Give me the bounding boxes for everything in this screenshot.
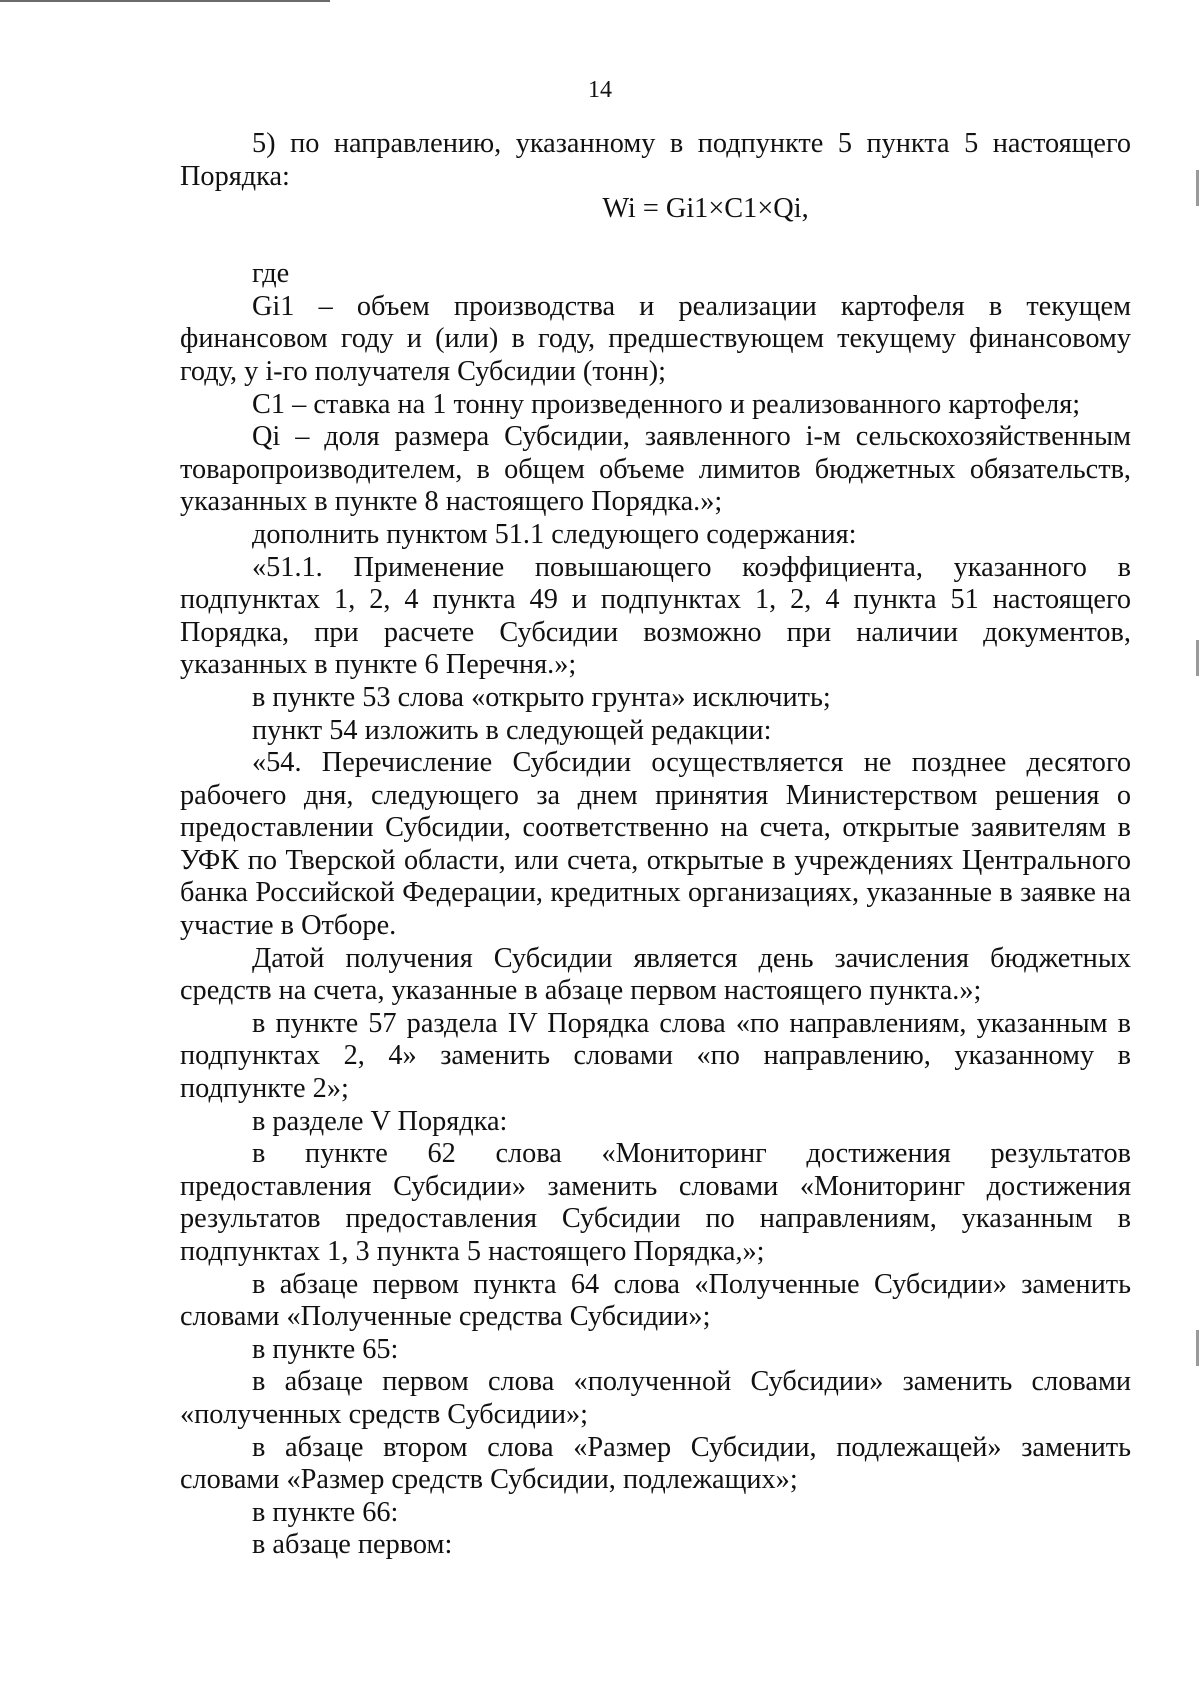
scan-margin-mark xyxy=(1196,640,1199,676)
paragraph: в пункте 53 слова «открыто грунта» исключить; xyxy=(252,681,831,713)
paragraph: C1 – ставка на 1 тонну произведенного и реализованного картофеля; xyxy=(252,388,1081,420)
paragraph: 5) по направлению, указанному в подпункте 5 пункта 5 настоящего Порядка: xyxy=(180,128,1131,192)
page-number: 14 xyxy=(588,77,612,103)
scan-margin-mark xyxy=(1196,170,1199,206)
paragraph: в абзаце первом слова «полученной Субсидии» заменить словами «полученных средств Субсидии»; xyxy=(180,1366,1131,1430)
scan-edge-line xyxy=(0,0,330,2)
paragraph: дополнить пунктом 51.1 следующего содержания: xyxy=(252,518,857,550)
paragraph: «51.1. Применение повышающего коэффициента, указанного в подпунктах 1, 2, 4 пункта 49 и подпунктах 1, 2, 4 пункта 51 настоящего Порядка, при расчете Субсидии возможно при наличии документов, указанных в пункте 6 Перечня.»; xyxy=(180,551,1131,681)
document-body xyxy=(180,128,1131,1562)
paragraph: Gi1 – объем производства и реализации картофеля в текущем финансовом году и (или) в году, предшествующем текущему финансовому году, у i-го получателя Субсидии (тонн); xyxy=(180,290,1131,387)
paragraph: «54. Перечисление Субсидии осуществляется не позднее десятого рабочего дня, следующего за днем принятия Министерством решения о предоставлении Субсидии, соответственно на счета, открытые заявителям в УФК по Тверской области, или счета, открытые в учреждениях Центрального банка Российской Федерации, кредитных организациях, указанные в заявке на участие в Отборе. xyxy=(180,747,1131,942)
paragraph: в абзаце втором слова «Размер Субсидии, подлежащей» заменить словами «Размер средств Субсидии, подлежащих»; xyxy=(180,1431,1131,1496)
scan-margin-mark xyxy=(1196,1330,1199,1366)
paragraph: Датой получения Субсидии является день зачисления бюджетных средств на счета, указанные в абзаце первом настоящего пункта.»; xyxy=(180,942,1131,1007)
paragraph: Qi – доля размера Субсидии, заявленного i-м сельскохозяйственным товаропроизводителем, в общем объеме лимитов бюджетных обязательств, указанных в пункте 8 настоящего Порядка.»; xyxy=(180,421,1131,518)
paragraph: в абзаце первом: xyxy=(252,1529,453,1561)
paragraph: в разделе V Порядка: xyxy=(252,1105,508,1137)
paragraph: в пункте 65: xyxy=(252,1333,399,1365)
paragraph: в пункте 62 слова «Мониторинг достижения результатов предоставления Субсидии» заменить словами «Мониторинг достижения результатов предоставления Субсидии по направлениям, указанным в подпунктах 1, 3 пункта 5 настоящего Порядка,»; xyxy=(180,1138,1131,1267)
paragraph: в пункте 66: xyxy=(252,1496,399,1528)
paragraph: в абзаце первом пункта 64 слова «Полученные Субсидии» заменить словами «Полученные средства Субсидии»; xyxy=(180,1268,1131,1333)
paragraph: где xyxy=(252,258,290,290)
paragraph: в пункте 57 раздела IV Порядка слова «по направлениям, указанным в подпунктах 2, 4» заменить словами «по направлению, указанному в подпункте 2»; xyxy=(180,1007,1131,1105)
formula: Wi = Gi1×C1×Qi, xyxy=(602,193,809,225)
paragraph: пункт 54 изложить в следующей редакции: xyxy=(252,714,772,746)
